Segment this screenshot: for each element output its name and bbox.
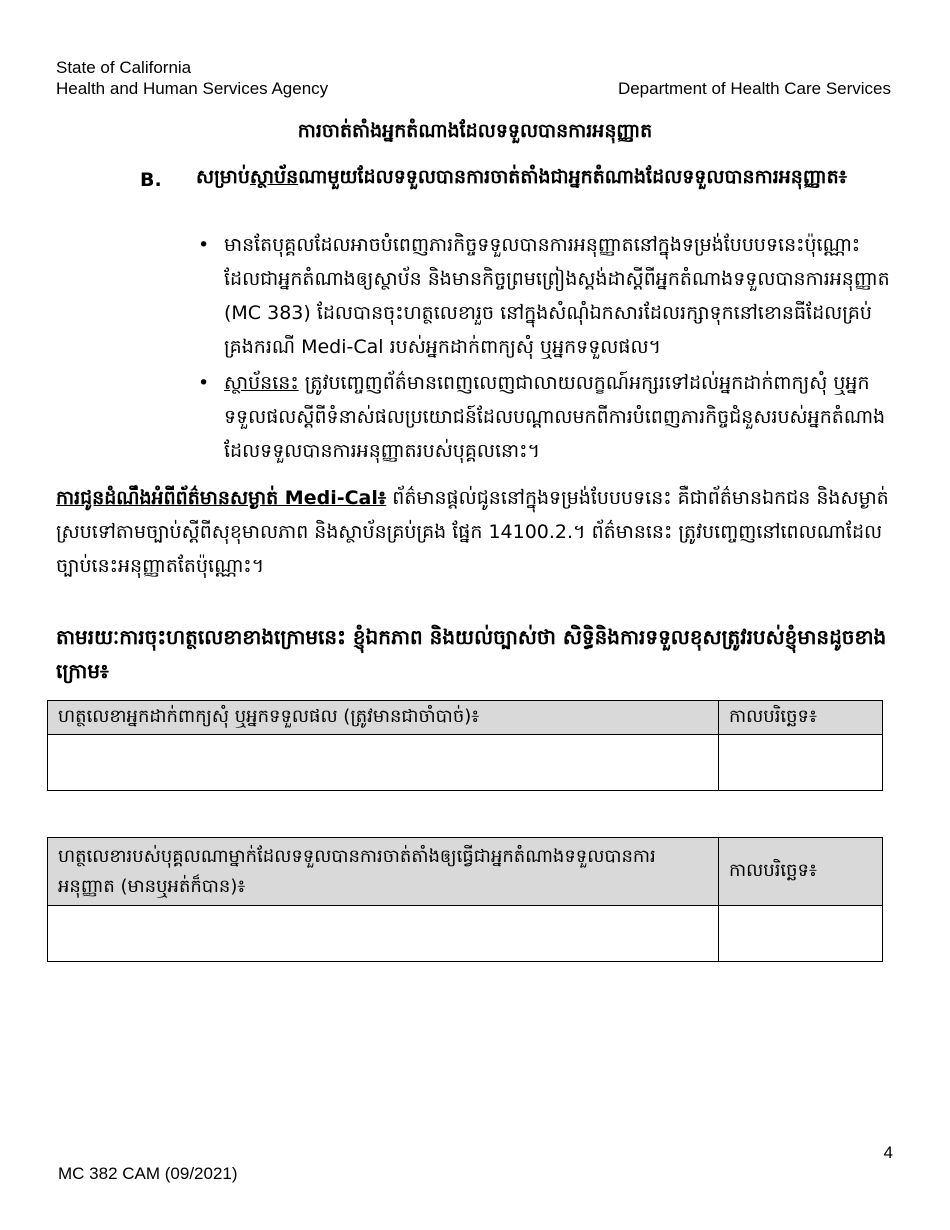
bullet-icon: • bbox=[198, 372, 210, 394]
page-number: 4 bbox=[883, 1143, 893, 1162]
representative-date-field[interactable] bbox=[719, 906, 883, 962]
heading-prefix: សម្រាប់ bbox=[196, 166, 250, 188]
representative-signature-label: ហត្ថលេខារបស់បុគ្គលណាម្នាក់ដែលទទួលបានការចាត់តាំងឲ្យធ្វើជាអ្នកតំណាងទទួលបានការអនុញ្ញាត (មានឬអត់ក៏បាន)៖ bbox=[48, 838, 719, 906]
table-header-row bbox=[48, 838, 883, 906]
applicant-signature-label: ហត្ថលេខាអ្នកដាក់ពាក្យសុំ ឬអ្នកទទួលផល (ត្រូវមានជាចាំបាច់)៖ bbox=[48, 701, 719, 735]
acknowledgment-statement: តាមរយៈការចុះហត្ថលេខាខាងក្រោមនេះ ខ្ញុំឯកភាព និងយល់ច្បាស់ថា សិទ្ធិនិងការទទួលខុសត្រូវរបស់ខ្ញុំមានដូចខាងក្រោម៖ bbox=[56, 625, 887, 683]
table-header-row bbox=[48, 701, 883, 735]
section-b-bullets bbox=[198, 228, 899, 468]
notice-label: ការជូនដំណឹងអំពីព័ត៌មានសម្ងាត់ Medi-Cal៖ bbox=[56, 487, 387, 509]
section-letter: B. bbox=[140, 169, 162, 191]
heading-rest: ណាមួយដែលទទួលបានការចាត់តាំងជាអ្នកតំណាងដែលទទួលបានការអនុញ្ញាត៖ bbox=[298, 166, 848, 188]
representative-signature-field[interactable] bbox=[48, 906, 719, 962]
bullet-text: ត្រូវបញ្ចេញព័ត៌មានពេញលេញជាលាយលក្ខណ៍អក្សរទៅដល់អ្នកដាក់ពាក្យសុំ ឬអ្នកទទួលផលស្តីពីទំនាស់ផលប្រយោជន៍ដែលបណ្តាលមកពីការបំពេញភារកិច្ចជំនួសរបស់អ្នកតំណាងដែលទទួលបានការអនុញ្ញាតរបស់បុគ្គលនោះ។ bbox=[224, 372, 886, 462]
list-item bbox=[198, 228, 899, 364]
applicant-date-field[interactable] bbox=[719, 735, 883, 791]
agency-name: Health and Human Services Agency bbox=[56, 79, 329, 98]
applicant-date-label: កាលបរិច្ឆេទ៖ bbox=[719, 701, 883, 735]
state-name: State of California bbox=[56, 58, 192, 77]
form-id: MC 382 CAM (09/2021) bbox=[58, 1164, 238, 1183]
list-item bbox=[198, 366, 899, 468]
notice-text: ព័ត៌មានផ្តល់ជូននៅក្នុងទម្រង់បែបបទនេះ គឺជាព័ត៌មានឯកជន និងសម្ងាត់ ស្របទៅតាមច្បាប់ស្តីពីសុខុមាលភាព និងស្ថាប័នគ្រប់គ្រង ផ្នែក 14100.2.។ ព័ត៌មាននេះ ត្រូវបញ្ចេញនៅពេលណាដែលច្បាប់នេះអនុញ្ញាតតែប៉ុណ្ណោះ។ bbox=[56, 487, 889, 577]
bullet-text: មានតែបុគ្គលដែលអាចបំពេញភារកិច្ចទទួលបានការអនុញ្ញាតនៅក្នុងទម្រង់បែបបទនេះប៉ុណ្ណោះ ដែលជាអ្នកតំណាងឲ្យស្ថាប័ន និងមានកិច្ចព្រមព្រៀងស្តង់ដាស្តីពីអ្នកតំណាងទទួលបានការអនុញ្ញាត (MC 383) ដែលបានចុះហត្ថលេខារួច នៅក្នុងសំណុំឯកសារដែលរក្សាទុកនៅខោនធីដែលគ្រប់គ្រងករណី Medi-Cal របស់អ្នកដាក់ពាក្យសុំ ឬអ្នកទទួលផល។ bbox=[224, 234, 890, 358]
department-name: Department of Health Care Services bbox=[617, 79, 891, 98]
bullet-institution: ស្ថាប័ននេះ bbox=[224, 372, 299, 394]
agency-header bbox=[56, 57, 328, 99]
applicant-signature-field[interactable] bbox=[48, 735, 719, 791]
representative-signature-table bbox=[47, 837, 883, 962]
bullet-icon: • bbox=[198, 234, 210, 256]
applicant-signature-table bbox=[47, 700, 883, 791]
confidentiality-notice bbox=[56, 481, 896, 583]
heading-institution: ស្ថាប័ន bbox=[249, 166, 299, 188]
page-title: ការចាត់តាំងអ្នកតំណាងដែលទទួលបានការអនុញ្ញាត bbox=[297, 120, 653, 142]
table-row bbox=[48, 906, 883, 962]
section-b-heading bbox=[196, 160, 856, 194]
table-row bbox=[48, 735, 883, 791]
representative-date-label: កាលបរិច្ឆេទ៖ bbox=[719, 838, 883, 906]
